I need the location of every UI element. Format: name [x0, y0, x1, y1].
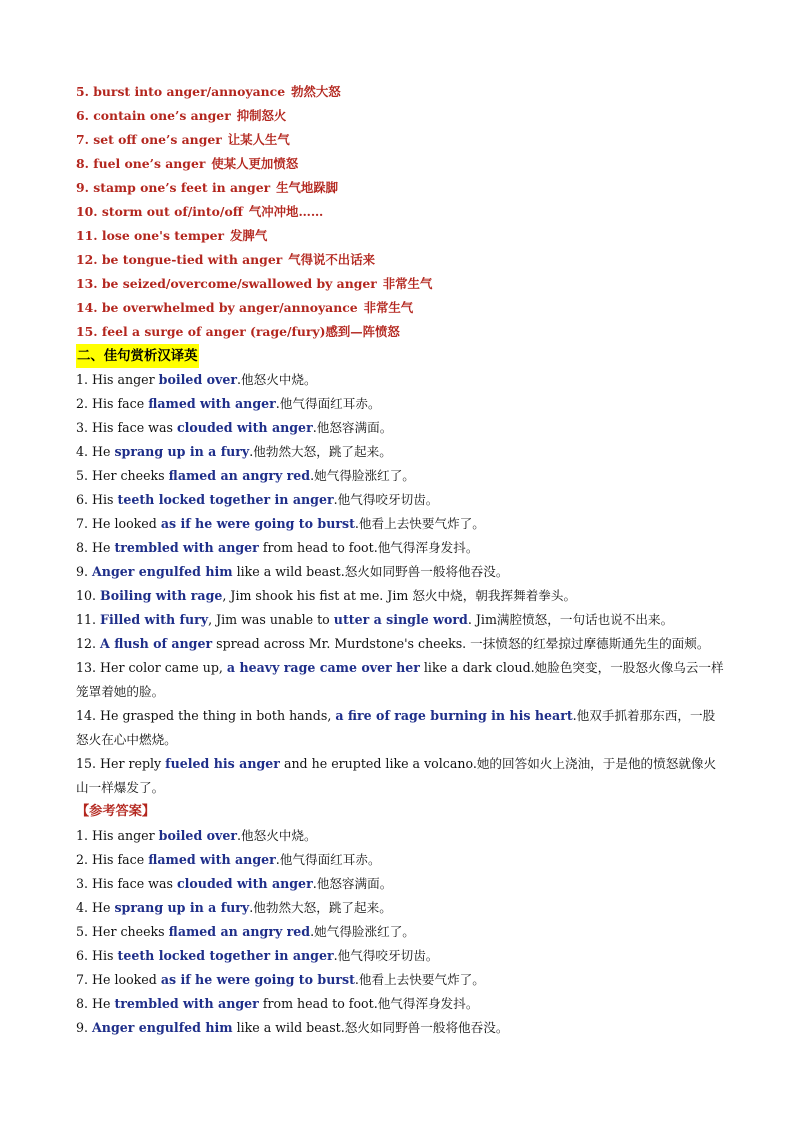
- phrase-item: [76, 128, 726, 152]
- phrase-cn: 使某人更加愤怒: [211, 156, 299, 171]
- sentence-item: [76, 416, 726, 440]
- sentence-highlight: Boiling with rage: [100, 588, 223, 603]
- sentence-text: .他气得面红耳赤。: [275, 396, 381, 411]
- sentence-highlight: trembled with anger: [114, 540, 259, 555]
- phrase-cn: 抑制怒火: [236, 108, 287, 123]
- phrase-item: [76, 80, 726, 104]
- sentence-text: .他双手抓着那东西，一股怒火在心中燃烧。: [76, 708, 716, 747]
- sentence-text: 11.: [76, 612, 101, 627]
- answer-text: .他勃然大怒，跳了起来。: [249, 900, 392, 915]
- phrase-cn: 感到—阵愤怒: [325, 324, 400, 339]
- sentence-item: [76, 392, 726, 416]
- answer-text: from head to foot.他气得浑身发抖。: [258, 996, 479, 1011]
- sentence-text: from head to foot.他气得浑身发抖。: [258, 540, 479, 555]
- answer-text: .他怒容满面。: [312, 876, 393, 891]
- answer-text: 3. His face was: [76, 876, 177, 891]
- sentence-highlight: utter a single word: [333, 612, 468, 627]
- sentence-item: [76, 512, 726, 536]
- sentence-text: 5. Her cheeks: [76, 468, 169, 483]
- phrase-cn: 勃然大怒: [291, 84, 341, 99]
- answer-highlight: sprang up in a fury: [114, 900, 250, 915]
- phrase-en: 14. be overwhelmed by anger/annoyance: [76, 300, 358, 315]
- answer-item: [76, 968, 726, 992]
- sentence-highlight: Anger engulfed him: [92, 564, 233, 579]
- phrase-en: 12. be tongue-tied with anger: [76, 252, 283, 267]
- answer-text: .他气得面红耳赤。: [275, 852, 381, 867]
- sentence-highlight: flamed with anger: [148, 396, 276, 411]
- phrase-cn: 非常生气: [363, 300, 414, 315]
- sentence-text: .他怒容满面。: [312, 420, 393, 435]
- answer-text: .她气得脸涨红了。: [310, 924, 415, 939]
- sentence-text: .他气得咬牙切齿。: [333, 492, 439, 507]
- sentence-text: .她气得脸涨红了。: [310, 468, 415, 483]
- phrase-item: [76, 296, 726, 320]
- answer-highlight: clouded with anger: [176, 876, 313, 891]
- sentence-highlight: as if he were going to burst: [160, 516, 355, 531]
- sentence-text: 13. Her color came up,: [76, 660, 227, 675]
- sentence-text: 14. He grasped the thing in both hands,: [76, 708, 336, 723]
- phrase-cn: 生气地跺脚: [276, 180, 339, 195]
- sentence-text: 8. He: [76, 540, 115, 555]
- sentence-text: like a dark cloud.她脸色突变，一股怒火像乌云一样笼罩着她的脸。: [76, 660, 724, 699]
- answer-text: .他怒火中烧。: [237, 828, 317, 843]
- sentence-highlight: boiled over: [158, 372, 237, 387]
- phrase-en: 8. fuel one’s anger: [76, 156, 206, 171]
- phrase-item: [76, 320, 726, 344]
- sentence-item: [76, 656, 726, 704]
- phrase-en: 7. set off one’s anger: [76, 132, 222, 147]
- sentence-highlight: teeth locked together in anger: [117, 492, 334, 507]
- sentence-text: 15. Her reply: [76, 756, 166, 771]
- answer-item: [76, 848, 726, 872]
- phrase-cn: 发脾气: [230, 228, 268, 243]
- sentence-text: 1. His anger: [76, 372, 159, 387]
- phrase-cn: 让某人生气: [227, 132, 290, 147]
- answer-item: [76, 1016, 726, 1040]
- answer-item: [76, 992, 726, 1016]
- answer-text: 6. His: [76, 948, 118, 963]
- sentence-text: , Jim shook his fist at me. Jim 怒火中烧，朝我挥舞着拳头。: [222, 588, 577, 603]
- phrase-cn: 气冲冲地……: [248, 204, 324, 219]
- answer-highlight: flamed an angry red: [168, 924, 311, 939]
- sentence-highlight: fueled his anger: [165, 756, 280, 771]
- sentence-text: 2. His face: [76, 396, 149, 411]
- document-content: [76, 80, 726, 1040]
- sentence-highlight: Filled with fury: [100, 612, 209, 627]
- answer-text: 4. He: [76, 900, 115, 915]
- section-heading: 二、佳句赏析汉译英: [76, 344, 199, 368]
- phrase-en: 9. stamp one’s feet in anger: [76, 180, 271, 195]
- sentence-item: [76, 488, 726, 512]
- sentence-item: [76, 464, 726, 488]
- sentence-text: . Jim满腔愤怒，一句话也说不出来。: [467, 612, 674, 627]
- answer-text: 2. His face: [76, 852, 149, 867]
- answer-item: [76, 920, 726, 944]
- phrase-item: [76, 152, 726, 176]
- sentence-highlight: sprang up in a fury: [114, 444, 250, 459]
- sentence-text: 12.: [76, 636, 101, 651]
- answer-item: [76, 824, 726, 848]
- answer-highlight: flamed with anger: [148, 852, 276, 867]
- sentence-text: .他怒火中烧。: [237, 372, 317, 387]
- phrase-en: 6. contain one’s anger: [76, 108, 231, 123]
- sentence-highlight: flamed an angry red: [168, 468, 311, 483]
- answer-highlight: trembled with anger: [114, 996, 259, 1011]
- phrase-en: 5. burst into anger/annoyance: [76, 84, 286, 99]
- sentence-text: 3. His face was: [76, 420, 177, 435]
- sentence-text: spread across Mr. Murdstone's cheeks. 一抹愤怒的红晕掠过摩德斯通先生的面颊。: [212, 636, 710, 651]
- sentence-text: 7. He looked: [76, 516, 161, 531]
- phrase-item: [76, 272, 726, 296]
- answer-text: 5. Her cheeks: [76, 924, 169, 939]
- answer-heading: 【参考答案】: [76, 804, 156, 819]
- sentence-text: and he erupted like a volcano.她的回答如火上浇油，于是他的愤怒就像火山一样爆发了。: [76, 756, 717, 795]
- answer-text: 9.: [76, 1020, 93, 1035]
- phrase-en: 10. storm out of/into/off: [76, 204, 243, 219]
- sentence-highlight: a fire of rage burning in his heart: [335, 708, 573, 723]
- answer-text: 7. He looked: [76, 972, 161, 987]
- answer-text: 1. His anger: [76, 828, 159, 843]
- phrase-item: [76, 224, 726, 248]
- sentence-highlight: A flush of anger: [100, 636, 213, 651]
- answer-text: .他看上去快要气炸了。: [354, 972, 485, 987]
- answer-text: 8. He: [76, 996, 115, 1011]
- sentence-item: [76, 584, 726, 608]
- sentence-text: 10.: [76, 588, 101, 603]
- sentence-text: 4. He: [76, 444, 115, 459]
- answer-highlight: teeth locked together in anger: [117, 948, 334, 963]
- phrase-item: [76, 248, 726, 272]
- answer-text: like a wild beast.怒火如同野兽一般将他吞没。: [232, 1020, 509, 1035]
- phrase-item: [76, 200, 726, 224]
- answer-item: [76, 944, 726, 968]
- section-heading-row: [76, 344, 726, 368]
- phrase-cn: 气得说不出话来: [288, 252, 375, 267]
- phrase-en: 13. be seized/overcome/swallowed by anger: [76, 276, 377, 291]
- sentence-item: [76, 440, 726, 464]
- sentence-item: [76, 632, 726, 656]
- phrase-en: 15. feel a surge of anger (rage/fury): [76, 324, 326, 339]
- phrase-cn: 非常生气: [382, 276, 433, 291]
- answer-highlight: Anger engulfed him: [92, 1020, 233, 1035]
- sentence-text: .他看上去快要气炸了。: [354, 516, 485, 531]
- answer-text: .他气得咬牙切齿。: [333, 948, 439, 963]
- sentence-highlight: clouded with anger: [176, 420, 313, 435]
- sentence-item: [76, 752, 726, 800]
- phrase-en: 11. lose one's temper: [76, 228, 225, 243]
- sentence-highlight: a heavy rage came over her: [226, 660, 420, 675]
- sentence-item: [76, 368, 726, 392]
- answer-item: [76, 896, 726, 920]
- sentence-text: 9.: [76, 564, 93, 579]
- phrase-item: [76, 176, 726, 200]
- sentence-text: like a wild beast.怒火如同野兽一般将他吞没。: [232, 564, 509, 579]
- sentence-text: , Jim was unable to: [208, 612, 334, 627]
- sentence-text: .他勃然大怒，跳了起来。: [249, 444, 392, 459]
- answer-item: [76, 872, 726, 896]
- answer-highlight: boiled over: [158, 828, 237, 843]
- answer-highlight: as if he were going to burst: [160, 972, 355, 987]
- phrase-item: [76, 104, 726, 128]
- sentence-item: [76, 536, 726, 560]
- sentence-item: [76, 608, 726, 632]
- sentence-item: [76, 560, 726, 584]
- sentence-text: 6. His: [76, 492, 118, 507]
- sentence-item: [76, 704, 726, 752]
